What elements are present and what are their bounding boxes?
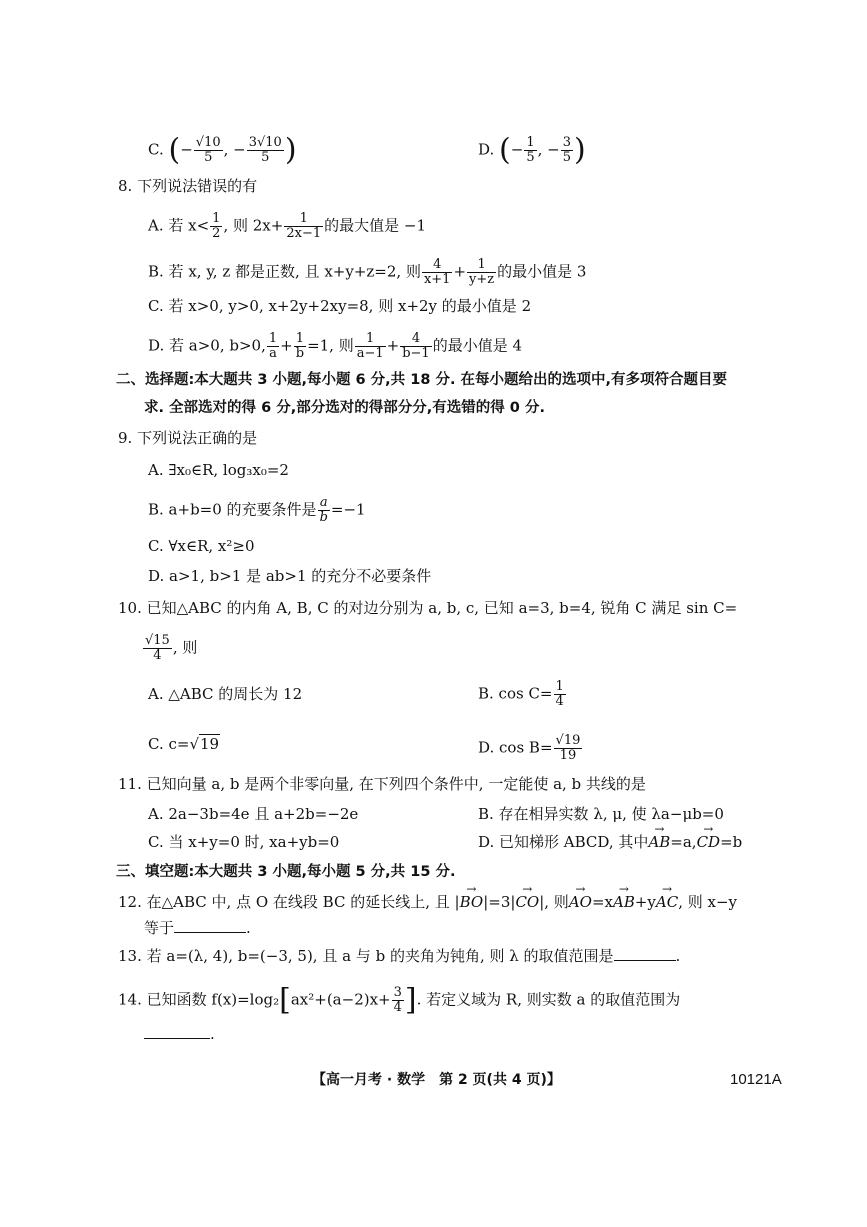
q9-option-c: C. ∀x∈R, x²≥0 <box>148 537 255 555</box>
section-3-heading: 三、填空题:本大题共 3 小题,每小题 5 分,共 15 分. <box>116 864 456 880</box>
q9-stem: 9. 下列说法正确的是 <box>118 429 258 447</box>
q10-option-d: D. cos B= $\frac{√19}{19}$ <box>478 733 581 763</box>
q8-option-b: B. 若 x, y, z 都是正数, 且 x+y+z=2, 则 $\frac{4}{x+1}$ + $\frac{1}{y+z}$ 的最小值是 3 <box>148 257 587 287</box>
q7-option-c: C. (− $\frac{√10}{5}$ , − $\frac{3√10}{5}$ ) <box>148 132 297 168</box>
q11-stem: 11. 已知向量 a, b 是两个非零向量, 在下列四个条件中, 一定能使 a, b 共线的是 <box>118 775 646 793</box>
q8-option-a: A. 若 x< $\frac{1}{2}$ , 则 2x+ $\frac{1}{2x-1}$ 的最大值是 −1 <box>148 211 427 241</box>
q11-option-d: D. 已知梯形 ABCD, 其中→ AB=a,→ CD=b <box>478 832 742 852</box>
q10-option-b: B. cos C= $\frac{1}{4}$ <box>478 679 564 709</box>
q10-option-a: A. △ABC 的周长为 12 <box>148 685 303 703</box>
q10-option-c: C. c=√19 <box>148 735 220 753</box>
q10-stem: 10. 已知△ABC 的内角 A, B, C 的对边分别为 a, b, c, 已知 a=3, b=4, 锐角 C 满足 sin C= <box>118 599 738 617</box>
q9-option-b: B. a+b=0 的充要条件是 $\frac{a}{b}$ =−1 <box>148 495 366 525</box>
q14-answer-blank[interactable] <box>144 1024 210 1039</box>
q10-stem-cont: $\frac{√15}{4}$ , 则 <box>145 633 198 663</box>
q12-answer-blank[interactable] <box>174 918 246 933</box>
q8-option-d: D. 若 a>0, b>0, $\frac{1}{a}$ + $\frac{1}{b}$ =1, 则 $\frac{1}{a-1}$ + $\frac{4}{b-1}$ 的最小值是 4 <box>148 331 523 361</box>
q13-stem: 13. 若 a=(λ, 4), b=(−3, 5), 且 a 与 b 的夹角为钝角, 则 λ 的取值范围是 . <box>118 947 681 965</box>
q14-stem: 14. 已知函数 f(x)=log₂[ax²+(a−2)x+ $\frac{3}{4}$ ]. 若定义域为 R, 则实数 a 的取值范围为 <box>118 982 681 1018</box>
q12-stem-cont: 等于 . <box>144 919 251 937</box>
section-2-heading-cont: 求. 全部选对的得 6 分,部分选对的得部分分,有选错的得 0 分. <box>144 400 545 416</box>
footer-code: 10121A <box>730 1071 782 1088</box>
footer-page-info: 【高一月考 · 数学 第 2 页(共 4 页)】 <box>312 1072 561 1088</box>
q9-option-a: A. ∃x₀∈R, log₃x₀=2 <box>148 461 289 479</box>
section-2-heading: 二、选择题:本大题共 3 小题,每小题 6 分,共 18 分. 在每小题给出的选项中,有多项符合题目要 <box>116 372 728 388</box>
q9-option-d: D. a>1, b>1 是 ab>1 的充分不必要条件 <box>148 567 432 585</box>
q13-answer-blank[interactable] <box>614 946 676 961</box>
q8-option-c: C. 若 x>0, y>0, x+2y+2xy=8, 则 x+2y 的最小值是 2 <box>148 297 532 315</box>
q7-option-d: D. (− $\frac{1}{5}$ , − $\frac{3}{5}$ ) <box>478 132 586 168</box>
q8-stem: 8. 下列说法错误的有 <box>118 177 258 195</box>
q12-stem: 12. 在△ABC 中, 点 O 在线段 BC 的延长线上, 且 |→ BO|=3|→ CO|, 则→ AO=x→ AB+y→ AC, 则 x−y <box>118 892 737 912</box>
q11-option-c: C. 当 x+y=0 时, xa+yb=0 <box>148 833 340 851</box>
q11-option-b: B. 存在相异实数 λ, μ, 使 λa−μb=0 <box>478 805 724 823</box>
q11-option-a: A. 2a−3b=4e 且 a+2b=−2e <box>148 805 359 823</box>
q14-answer-line: . <box>144 1024 215 1044</box>
